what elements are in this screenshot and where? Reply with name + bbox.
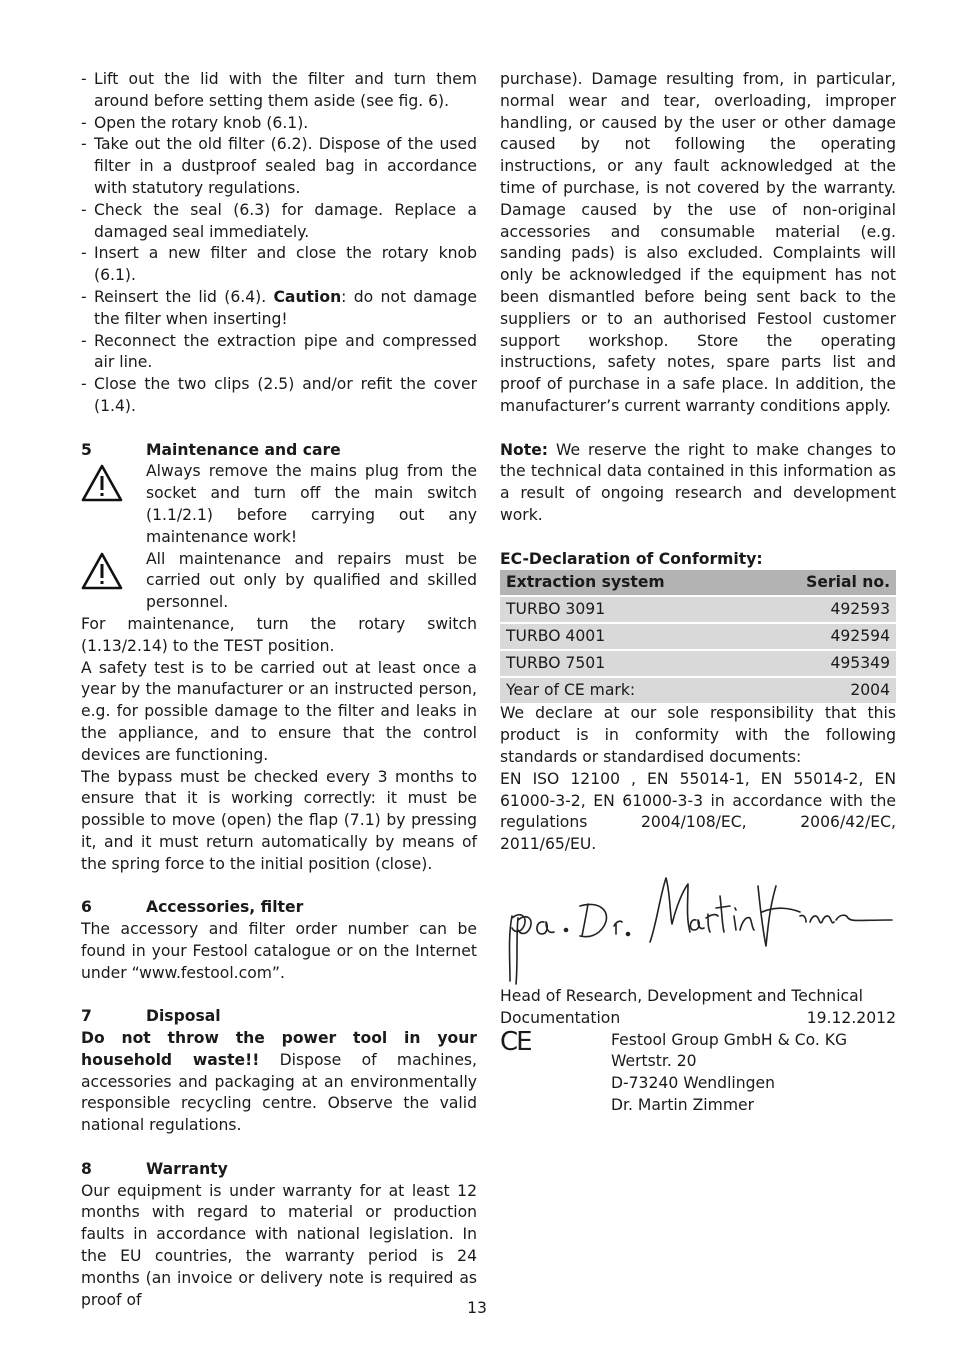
section-heading-maintenance: 5 Maintenance and care bbox=[81, 440, 341, 459]
conformity-table bbox=[500, 570, 896, 703]
table-row: Year of CE mark: 2004 bbox=[500, 677, 896, 703]
section-heading-disposal: 7 Disposal bbox=[81, 1007, 221, 1026]
table-row: TURBO 4001 492594 bbox=[500, 623, 896, 650]
table-row: TURBO 3091 492593 bbox=[500, 596, 896, 623]
filter-steps-list bbox=[81, 69, 477, 418]
handwritten-signature-image bbox=[500, 856, 896, 986]
paragraph: Our equipment is under warranty for at least 12 months with regard to material or production faults in accordance with national legislation. In the EU countries, the warranty period is 24 months (an invoice or delivery note is required as proof of bbox=[81, 1181, 477, 1309]
paragraph: For maintenance, turn the rotary switch (1.13/2.14) to the TEST position. bbox=[81, 614, 477, 655]
list-item: - Close the two clips (2.5) and/or refit the cover (1.4). bbox=[81, 374, 477, 418]
section-heading-accessories: 6 Accessories, filter bbox=[81, 898, 304, 917]
page-number: 13 bbox=[467, 1299, 487, 1317]
note-paragraph: Note: We reserve the right to make changes to the technical data contained in this information as a result of ongoing research and development work. bbox=[500, 440, 896, 524]
list-item: - Lift out the lid with the filter and turn them around before setting them aside (see fig. 6). bbox=[81, 69, 477, 113]
warning-triangle-icon bbox=[81, 461, 146, 548]
ce-mark-icon: CE bbox=[500, 1026, 531, 1057]
ec-declaration-title: EC-Declaration of Conformity: bbox=[500, 549, 763, 568]
table-row: TURBO 7501 495349 bbox=[500, 650, 896, 677]
warning-text: Always remove the mains plug from the socket and turn off the main switch (1.1/2.1) before carrying out any maintenance work! bbox=[146, 462, 477, 546]
signature bbox=[500, 856, 896, 986]
paragraph: We declare at our sole responsibility that this product is in conformity with the following standards or standardised documents: bbox=[500, 704, 896, 766]
warning-block bbox=[81, 461, 477, 548]
column-header: Extraction system bbox=[500, 570, 754, 596]
list-item: - Reinsert the lid (6.4). Caution: do not damage the filter when inserting! bbox=[81, 287, 477, 331]
list-item: - Reconnect the extraction pipe and compressed air line. bbox=[81, 331, 477, 375]
paragraph: The bypass must be checked every 3 months to ensure that it is working correctly: it must be possible to move (open) the flap (7.1) by pressing it, and it must return automatically by means of the spring force to the initial position (close). bbox=[81, 767, 477, 873]
list-item: - Open the rotary knob (6.1). bbox=[81, 113, 477, 135]
paragraph: Do not throw the power tool in your household waste!! Dispose of machines, accessories and packaging at an environmentally responsible recycling centre. Observe the valid national regulations. bbox=[81, 1029, 477, 1135]
list-item: - Insert a new filter and close the rotary knob (6.1). bbox=[81, 243, 477, 287]
paragraph: EN ISO 12100 , EN 55014-1, EN 55014-2, EN 61000-3-2, EN 61000-3-3 in accordance with the regulations 2004/108/EC, 2006/42/EC, 2011/65/EU. bbox=[500, 769, 896, 854]
warning-text: All maintenance and repairs must be carried out only by qualified and skilled personnel. bbox=[146, 549, 477, 612]
section-heading-warranty: 8 Warranty bbox=[81, 1159, 228, 1178]
column-header: Serial no. bbox=[754, 570, 896, 596]
paragraph: purchase). Damage resulting from, in particular, normal wear and tear, overloading, improper handling, or caused by the user or other damage caused by not following the operating instructions, or any fault acknowledged at the time of purchase, is not covered by the warranty. Damage caused by the use of non-original accessories and consumable material (e.g. sanding pads) is also excluded. Complaints will only be acknowledged if the equipment has not been dismantled before being sent back to the suppliers or to an authorised Festool customer support workshop. Store the operating instructions, safety notes, spare parts list and proof of purchase in a safe place. In addition, the manufacturer’s current warranty conditions apply. bbox=[500, 70, 896, 415]
company-block bbox=[500, 1026, 896, 1117]
right-column bbox=[500, 69, 896, 1117]
signatory-title: Head of Research, Development and Technical bbox=[500, 986, 863, 1005]
company-address: Festool Group GmbH & Co. KG Wertstr. 20 D-73240 Wendlingen Dr. Martin Zimmer bbox=[611, 1030, 848, 1114]
paragraph: A safety test is to be carried out at least once a year by the manufacturer or an instructed person, e.g. for possible damage to the filter and leaks in the appliance, and to ensure that the control devices are functioning. bbox=[81, 658, 477, 764]
table-header-row bbox=[500, 570, 896, 596]
signatory-date-row: Documentation 19.12.2012 bbox=[500, 1008, 896, 1030]
paragraph: The accessory and filter order number can be found in your Festool catalogue or on the Internet under “www.festool.com”. bbox=[81, 920, 477, 982]
list-item: - Check the seal (6.3) for damage. Replace a damaged seal immediately. bbox=[81, 200, 477, 244]
declaration-date: 19.12.2012 bbox=[806, 1008, 896, 1027]
caution-label: Caution bbox=[273, 287, 342, 306]
list-item: - Take out the old filter (6.2). Dispose of the used filter in a dustproof sealed bag in accordance with statutory regulations. bbox=[81, 134, 477, 199]
warning-block bbox=[81, 549, 477, 614]
left-column bbox=[81, 69, 477, 1311]
warning-triangle-icon bbox=[81, 549, 146, 614]
